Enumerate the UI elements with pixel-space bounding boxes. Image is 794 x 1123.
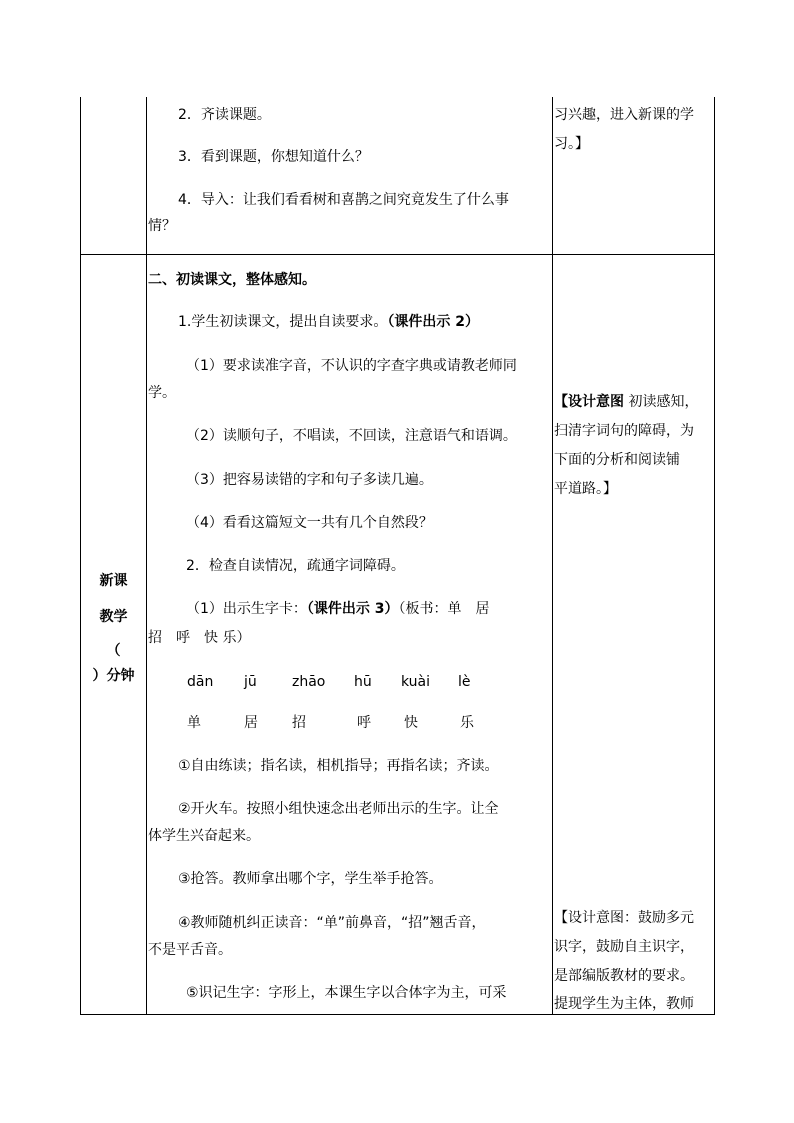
requirement-1-line1: （1）要求读准字音，不认识的字查字典或请教老师同 <box>186 358 517 374</box>
step-2-text: 2．齐读课题。 <box>178 107 271 123</box>
show-cards-suffix: （板书：单 居 <box>398 601 490 617</box>
pinyin-ju: jū <box>244 674 257 690</box>
pinyin-le: lè <box>458 674 471 690</box>
pinyin-dan: dān <box>187 674 214 690</box>
section-heading: 二、初读课文，整体感知。 <box>148 272 316 288</box>
requirement-2: （2）读顺句子，不唱读，不回读，注意语气和语调。 <box>186 428 517 444</box>
table-bottom-border <box>80 1014 715 1015</box>
pinyin-zhao: zhāo <box>292 674 326 690</box>
pinyin-kuai: kuài <box>401 674 431 690</box>
design-note-1-rest: 初读感知， <box>624 394 699 410</box>
requirement-4: （4）看看这篇短文一共有几个自然段？ <box>186 515 433 531</box>
row-divider <box>80 254 715 255</box>
char-kuai: 快 <box>404 715 418 731</box>
method-4-line1: ④教师随机纠正读音：“单”前鼻音，“招”翘舌音， <box>178 915 486 931</box>
pinyin-hu: hū <box>354 674 372 690</box>
show-cards-line1 <box>186 601 490 618</box>
design-note-2-line2: 识字，鼓励自主识字， <box>554 939 694 955</box>
design-note-1-line2: 扫清字词句的障碍，为 <box>554 423 694 439</box>
step-1-text: 1.学生初读课文，提出自读要求。 <box>178 314 388 330</box>
char-zhao: 招 <box>292 715 306 731</box>
step-1-line <box>178 314 479 331</box>
stage-label-line3: （ <box>106 643 121 659</box>
method-1: ①自由练读；指名读，相机指导；再指名读；齐读。 <box>178 758 499 774</box>
design-note-2-line3: 是部编版教材的要求。 <box>554 968 694 984</box>
method-5: ⑤识记生字：字形上，本课生字以合体字为主，可采 <box>186 985 507 1001</box>
design-note-2-line1: 【设计意图：鼓励多元 <box>554 910 694 926</box>
method-4-line2: 不是平舌音。 <box>148 942 232 958</box>
step-4-text-line2: 情？ <box>148 218 176 234</box>
requirement-1-line2: 学。 <box>148 385 176 401</box>
stage-label-line2: 教学 <box>99 609 128 625</box>
step-4-text-line1: 4．导入：让我们看看树和喜鹊之间究竟发生了什么事 <box>178 192 509 208</box>
show-cards-prefix: （1）出示生字卡： <box>186 601 307 617</box>
char-hu: 呼 <box>357 715 371 731</box>
design-note-1-title: 【设计意图 <box>554 394 624 410</box>
stage-label-line4: ）分钟 <box>92 668 135 684</box>
col-divider-2 <box>552 97 553 1015</box>
stage-label-line1: 新课 <box>99 573 128 589</box>
table-right-border <box>714 97 715 1015</box>
design-note-top-line1: 习兴趣，进入新课的学 <box>554 107 694 123</box>
method-3: ③抢答。教师拿出哪个字，学生举手抢答。 <box>178 871 443 887</box>
step-1-courseware-ref: （课件出示 2） <box>387 314 479 330</box>
design-note-1-line3: 下面的分析和阅读铺 <box>554 452 680 468</box>
table-left-border <box>80 97 81 1015</box>
method-2-line1: ②开火车。按照小组快速念出老师出示的生字。让全 <box>178 801 499 817</box>
design-note-top-line2: 习。】 <box>554 136 589 152</box>
design-note-1-line4: 平道路。】 <box>554 481 617 497</box>
design-note-2-line4: 提现学生为主体，教师 <box>554 996 694 1012</box>
char-le: 乐 <box>460 715 474 731</box>
step-3-text: 3．看到课题，你想知道什么？ <box>178 149 369 165</box>
char-dan: 单 <box>187 715 201 731</box>
design-note-1-line1 <box>554 394 698 411</box>
show-cards-courseware-ref: （课件出示 3） <box>306 601 399 617</box>
show-cards-line2: 招 呼 快 乐） <box>148 630 251 646</box>
requirement-3: （3）把容易读错的字和句子多读几遍。 <box>186 472 433 488</box>
char-ju: 居 <box>244 715 258 731</box>
step-2-check: 2．检查自读情况，疏通字词障碍。 <box>186 558 405 574</box>
method-2-line2: 体学生兴奋起来。 <box>148 828 260 844</box>
col-divider-1 <box>146 97 147 1015</box>
